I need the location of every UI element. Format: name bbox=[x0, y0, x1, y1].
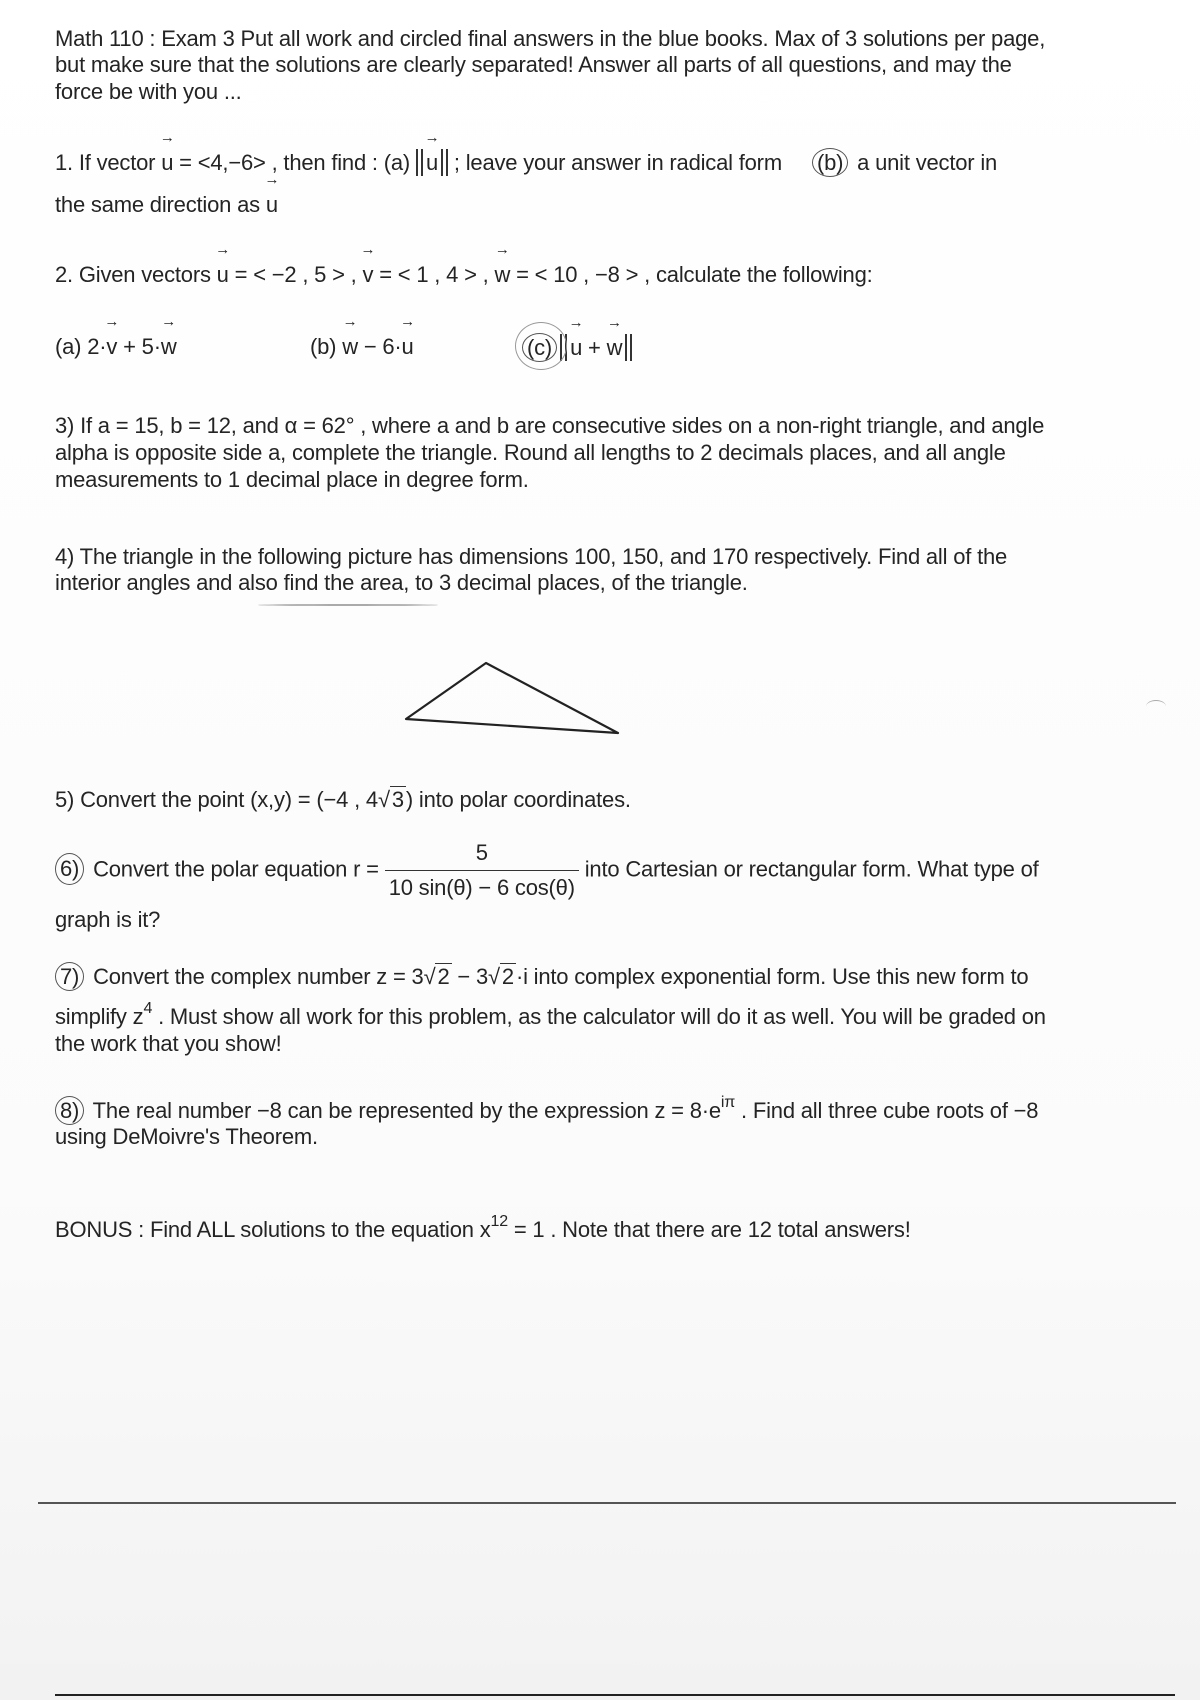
pencil-underline bbox=[258, 604, 438, 606]
q1-vector-u: → u bbox=[161, 149, 173, 176]
q7-mid: − 3 bbox=[451, 964, 489, 989]
q1-norm-u: → u bbox=[426, 149, 438, 176]
question-3-line-2: alpha is opposite side a, complete the triangle. Round all lengths to 2 decimals places, and all angle bbox=[55, 440, 1006, 465]
q2-c-mid: + bbox=[582, 335, 607, 360]
question-7-line-1 bbox=[55, 962, 1028, 991]
header-line-2: but make sure that the solutions are clearly separated! Answer all parts of all questions, and may the bbox=[55, 52, 1012, 77]
bonus-question bbox=[55, 1213, 911, 1246]
q1-norm-inner bbox=[421, 149, 443, 176]
q2-b-u: → u bbox=[402, 333, 414, 360]
question-7-line-3: the work that you show! bbox=[55, 1031, 282, 1056]
question-2-line-1 bbox=[55, 261, 873, 288]
question-5 bbox=[55, 786, 631, 813]
q2-u-value: = < −2 , 5 > , bbox=[228, 262, 363, 287]
q2-a-mid: + 5· bbox=[117, 334, 161, 359]
margin-mark bbox=[1146, 700, 1166, 713]
question-4-line-2: interior angles and also find the area, to 3 decimal places, of the triangle. bbox=[55, 570, 748, 595]
q5-radicand: 3 bbox=[391, 787, 404, 812]
question-1-line-1 bbox=[55, 148, 997, 177]
question-6-line-1 bbox=[55, 838, 1039, 903]
q2-b-label: (b) bbox=[310, 334, 343, 359]
q7-radicand-1: 2 bbox=[437, 964, 450, 989]
q1-part-a-tail: ; leave your answer in radical form bbox=[448, 150, 782, 175]
q8-tail: . Find all three cube roots of −8 bbox=[735, 1098, 1039, 1123]
q8-circled-number: 8) bbox=[55, 1096, 84, 1125]
q2-c-norm-outer bbox=[560, 334, 632, 361]
q1-norm-outer bbox=[416, 149, 448, 176]
triangle-figure bbox=[400, 655, 630, 740]
q2-prefix: 2. Given vectors bbox=[55, 262, 217, 287]
q6-circled-number: 6) bbox=[55, 853, 84, 885]
q8-prefix: The real number −8 can be represented by the expression z = 8·e bbox=[87, 1098, 721, 1123]
q1-part-b-circled-label: (b) bbox=[812, 148, 848, 177]
q7-circled-number: 7) bbox=[55, 962, 84, 991]
q2-w-value: = < 10 , −8 > , calculate the following: bbox=[510, 262, 873, 287]
q1-prefix: 1. If vector bbox=[55, 150, 162, 175]
q2-u: → u bbox=[217, 261, 229, 288]
q2-w: → w bbox=[494, 261, 510, 288]
bottom-scan-line bbox=[55, 1694, 1175, 1696]
q2-c-w: → w bbox=[607, 334, 623, 361]
q6-numerator: 5 bbox=[385, 838, 579, 871]
q8-exponent: iπ bbox=[720, 1094, 736, 1111]
q2-a-v: → v bbox=[106, 333, 117, 360]
question-2-part-b bbox=[310, 333, 414, 360]
q1-line2-prefix: the same direction as bbox=[55, 192, 266, 217]
q5-text: 5) Convert the point (x,y) = (−4 , 4 bbox=[55, 787, 378, 812]
q7-tail: ·i into complex exponential form. Use this new form to bbox=[515, 964, 1029, 989]
question-4-line-1: 4) The triangle in the following picture has dimensions 100, 150, and 170 respectively. Find all of the bbox=[55, 544, 1008, 569]
q7-exponent: 4 bbox=[143, 1000, 153, 1017]
q6-tail: into Cartesian or rectangular form. What type of bbox=[578, 856, 1039, 882]
q7-prefix: Convert the complex number z = 3 bbox=[87, 964, 424, 989]
q2-b-mid: − 6· bbox=[357, 334, 402, 359]
q2-v-value: = < 1 , 4 > , bbox=[373, 262, 495, 287]
q6-prefix: Convert the polar equation r = bbox=[87, 856, 385, 882]
bonus-tail: = 1 . Note that there are 12 total answers! bbox=[507, 1217, 911, 1242]
q5-sqrt: √3 bbox=[377, 787, 404, 812]
q6-denominator: 10 sin(θ) − 6 cos(θ) bbox=[388, 875, 575, 900]
q5-tail: ) into polar coordinates. bbox=[405, 787, 631, 812]
question-2-part-a bbox=[55, 333, 177, 360]
q7-sqrt-2: √2 bbox=[488, 964, 514, 989]
q1-u-value: = <4,−6> , then find : (a) bbox=[173, 150, 416, 175]
q2-c-norm-inner bbox=[565, 334, 627, 361]
q7-sqrt-1: √2 bbox=[423, 964, 450, 989]
bonus-prefix: BONUS : Find ALL solutions to the equation x bbox=[55, 1217, 491, 1242]
q7-line2-prefix: simplify z bbox=[55, 1004, 144, 1029]
q1-part-b-text: a unit vector in bbox=[851, 150, 998, 175]
question-6-line-2: graph is it? bbox=[55, 907, 161, 932]
header-line-1: Math 110 : Exam 3 Put all work and circled final answers in the blue books. Max of 3 solutions per page, bbox=[55, 26, 1046, 51]
q2-v: → v bbox=[363, 261, 374, 288]
q2-c-u: → u bbox=[570, 334, 582, 361]
q1-line2-u: → u bbox=[266, 191, 278, 218]
q2-b-w: → w bbox=[342, 333, 358, 360]
header-line-3: force be with you ... bbox=[55, 79, 242, 104]
q7-radicand-2: 2 bbox=[501, 964, 514, 989]
question-3-line-3: measurements to 1 decimal place in degree form. bbox=[55, 467, 529, 492]
pencil-scribble-c bbox=[515, 322, 567, 370]
triangle-shape bbox=[406, 663, 618, 733]
question-8-line-2: using DeMoivre's Theorem. bbox=[55, 1124, 318, 1149]
q6-fraction bbox=[385, 838, 579, 903]
q2-a-w: → w bbox=[161, 333, 177, 360]
question-3-line-1: 3) If a = 15, b = 12, and α = 62° , where a and b are consecutive sides on a non-right triangle, and angle bbox=[55, 413, 1045, 438]
question-1-line-2 bbox=[55, 191, 278, 218]
q7-line2-tail: . Must show all work for this problem, as the calculator will do it as well. You will be graded on bbox=[152, 1004, 1046, 1029]
q2-c-circled-label: (c) bbox=[522, 333, 557, 362]
question-7-line-2 bbox=[55, 1000, 1046, 1033]
scan-edge-line bbox=[38, 1502, 1176, 1504]
bonus-exponent: 12 bbox=[490, 1213, 508, 1230]
q2-a-label: (a) 2· bbox=[55, 334, 107, 359]
